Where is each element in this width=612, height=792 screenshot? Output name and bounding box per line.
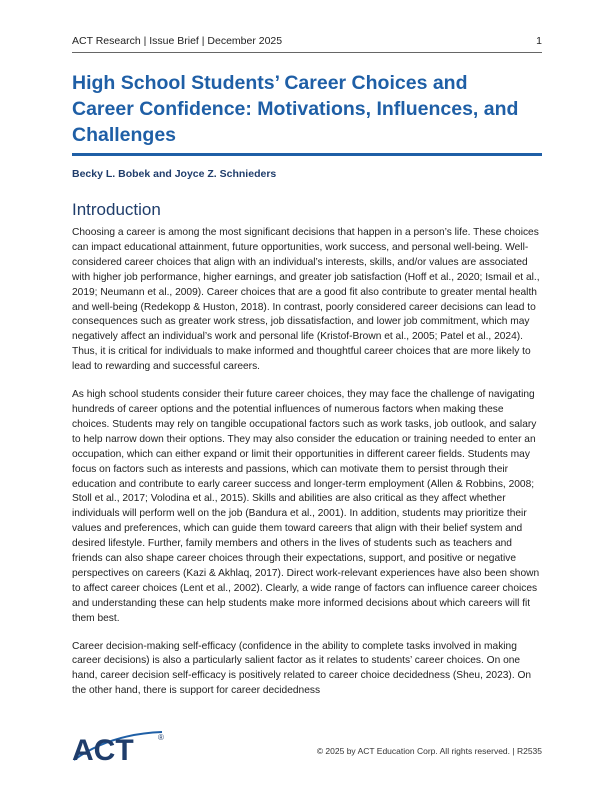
act-logo-text: ACT [72,734,134,764]
running-header [72,35,542,47]
section-heading-introduction: Introduction [72,200,161,219]
page-number: 1 [536,35,542,47]
act-logo-registered-mark: ® [158,733,164,742]
title-line: Challenges [72,124,177,146]
authors-line: Becky L. Bobek and Joyce Z. Schnieders [72,168,277,180]
paragraph: Choosing a career is among the most significant decisions that happen in a person’s life. These choices can impact educational attainment, future opportunities, work success, and personal well-being. Well-considered career choices that align with an individual’s interests, skills, and/or values are associated with higher job performance, higher earnings, and greater job satisfaction (Hoff et al., 2020; Ismail et al., 2019; Neumann et al., 2009). Career choices that are a good fit also contribute to greater mental health and well-being (Redekopp & Huston, 2018). In contrast, poorly considered career decisions can lead to consequences such as greater work stress, job dissatisfaction, and lower job commitment, which may negatively affect an individual’s work and personal life (Kristof-Brown et al., 2005; Patel et al., 2024). Thus, it is critical for individuals to make informed and thoughtful career choices that are more likely to lead to rewarding and successful careers. [72,227,540,373]
act-logo [70,728,170,764]
paragraph: Career decision-making self-efficacy (confidence in the ability to complete tasks involved in making career decisions) is also a particularly salient factor as it relates to students’ career choices. On one hand, career decision self-efficacy is positively related to career choice decidedness (Sheu, 2023). On the other hand, there is support for career decidedness [72,640,532,697]
header-divider [72,52,542,53]
paragraph: As high school students consider their future career choices, they may face the challenge of navigating hundreds of career options and the potential influences of numerous factors when making these choices. Students may rely on tangible occupational factors such as work tasks, job outlook, and salary to help narrow down their options. They may also consider the education or training needed to enter an occupation, which can either expand or limit their opportunities in different career fields. Students may focus on factors such as interests and passions, which can motivate them to persist through their education and contribute to early career success and longer-term employment (Allen & Robbins, 2008; Stoll et al., 2017; Volodina et al., 2015). Skills and abilities are also critical as they affect whether individuals will perform well on the job (Bandura et al., 2001). In addition, students may prioritize their values and preferences, which can guide them toward careers that align with their belief system and desired lifestyle. Further, family members and others in the lives of students such as teachers and friends can also shape career choices through their expectations, support, and positive or negative perspectives on careers (Kazi & Akhlaq, 2017). Direct work-relevant experiences have also been shown to affect career choices (Lent et al., 2002). Clearly, a wide range of factors can influence career choices and understanding these can help students make more informed decisions about which careers will fit them best. [72,389,540,624]
running-title: ACT Research | Issue Brief | December 2025 [72,35,283,47]
document-title [72,70,542,148]
title-line: High School Students’ Career Choices and [72,72,468,94]
body-text [72,226,542,712]
footer-copyright: © 2025 by ACT Education Corp. All rights reserved. | R2535 [316,746,542,756]
title-line: Career Confidence: Motivations, Influences, and [72,98,519,120]
title-divider [72,153,542,156]
